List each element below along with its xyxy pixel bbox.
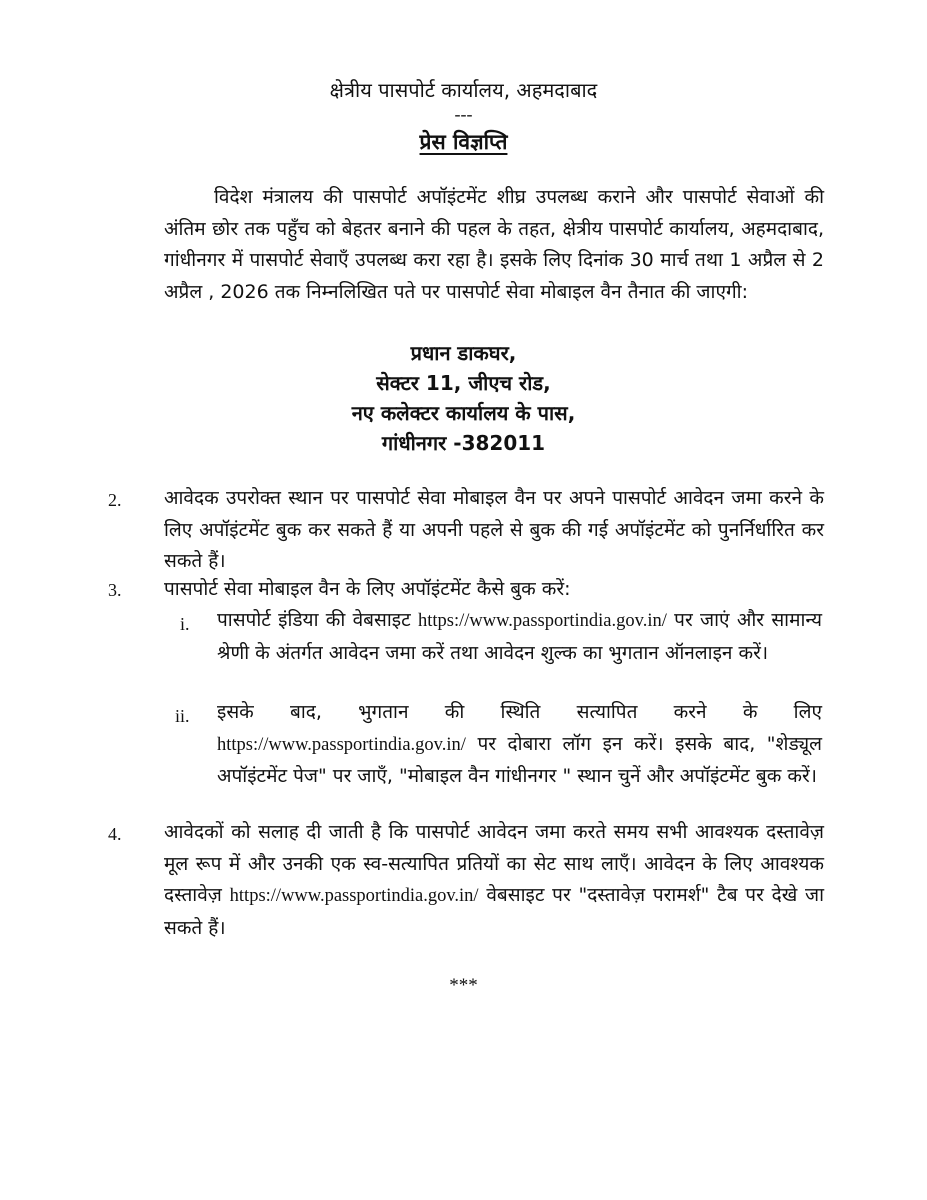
sub-point-i-text-b: पर जाएं और सामान्य श्रेणी के अंतर्गत आवेदन जमा करें तथा आवेदन शुल्क का भुगतान ऑनलाइन करें। xyxy=(217,609,822,664)
point-3-text: पासपोर्ट सेवा मोबाइल वैन के लिए अपॉइंटमेंट कैसे बुक करें: xyxy=(164,578,571,600)
point-4-text xyxy=(164,817,824,944)
separator: --- xyxy=(454,104,473,124)
passport-website-link[interactable]: https://www.passportindia.gov.in/ xyxy=(229,886,479,906)
address-block xyxy=(0,338,927,458)
passport-website-link[interactable]: https://www.passportindia.gov.in/ xyxy=(217,734,466,755)
sub-point-i-text xyxy=(217,605,822,669)
point-3-number: 3. xyxy=(108,580,122,600)
intro-paragraph: विदेश मंत्रालय की पासपोर्ट अपॉइंटमेंट शीघ्र उपलब्ध कराने और पासपोर्ट सेवाओं की अंतिम छोर तक पहुँच को बेहतर बनाने की पहल के तहत, क्षेत्रीय पासपोर्ट कार्यालय, अहमदाबाद, गांधीनगर में पासपोर्ट सेवाएँ उपलब्ध करा रहा है। इसके लिए दिनांक 30 मार्च तथा 1 अप्रैल से 2 अप्रैल , 2026 तक निम्नलिखित पते पर पासपोर्ट सेवा मोबाइल वैन तैनात की जाएगी: xyxy=(164,186,824,303)
address-line-2: सेक्टर 11, जीएच रोड, xyxy=(376,371,551,395)
sub-point-ii-text-b: पर दोबारा लॉग इन करें। इसके बाद, "शेड्यूल अपॉइंटमेंट पेज" पर जाएँ, "मोबाइल वैन गांधीनगर " स्थान चुनें और अपॉइंटमेंट बुक करें। xyxy=(217,732,823,787)
address-line-4: गांधीनगर -382011 xyxy=(381,431,546,455)
sub-point-i-text-a: पासपोर्ट इंडिया की वेबसाइट xyxy=(217,609,411,631)
point-2-number: 2. xyxy=(108,490,122,510)
sub-point-i-number: i. xyxy=(180,614,190,634)
point-2-text: आवेदक उपरोक्त स्थान पर पासपोर्ट सेवा मोबाइल वैन पर अपने पासपोर्ट आवेदन जमा करने के लिए अपॉइंटमेंट बुक कर सकते हैं या अपनी पहले से बुक की गई अपॉइंटमेंट को पुनर्निर्धारित कर सकते हैं। xyxy=(164,487,824,572)
point-4-text-b: वेबसाइट पर "दस्तावेज़ परामर्श" टैब पर देखे जा सकते हैं। xyxy=(164,884,825,939)
end-mark: *** xyxy=(449,975,478,996)
point-4-number: 4. xyxy=(108,824,122,844)
address-line-1: प्रधान डाकघर, xyxy=(410,341,517,365)
heading-text: प्रेस विज्ञप्ति xyxy=(419,130,508,154)
press-release-heading xyxy=(0,128,927,156)
address-line-3: नए कलेक्टर कार्यालय के पास, xyxy=(351,401,576,425)
sub-point-ii-number: ii. xyxy=(175,706,190,726)
passport-website-link[interactable]: https://www.passportindia.gov.in/ xyxy=(417,611,667,631)
office-title: क्षेत्रीय पासपोर्ट कार्यालय, अहमदाबाद xyxy=(329,78,598,102)
sub-point-ii-text-a: इसके बाद, भुगतान की स्थिति सत्यापित करने के लिए xyxy=(217,701,822,723)
sub-point-ii-text xyxy=(217,697,822,793)
point-4-text-a: आवेदकों को सलाह दी जाती है कि पासपोर्ट आवेदन जमा करते समय सभी आवश्यक दस्तावेज़ मूल रूप में और उनकी एक स्व-सत्यापित प्रतियों का सेट साथ लाएँ। आवेदन के लिए आवश्यक दस्तावेज़ xyxy=(164,821,824,906)
